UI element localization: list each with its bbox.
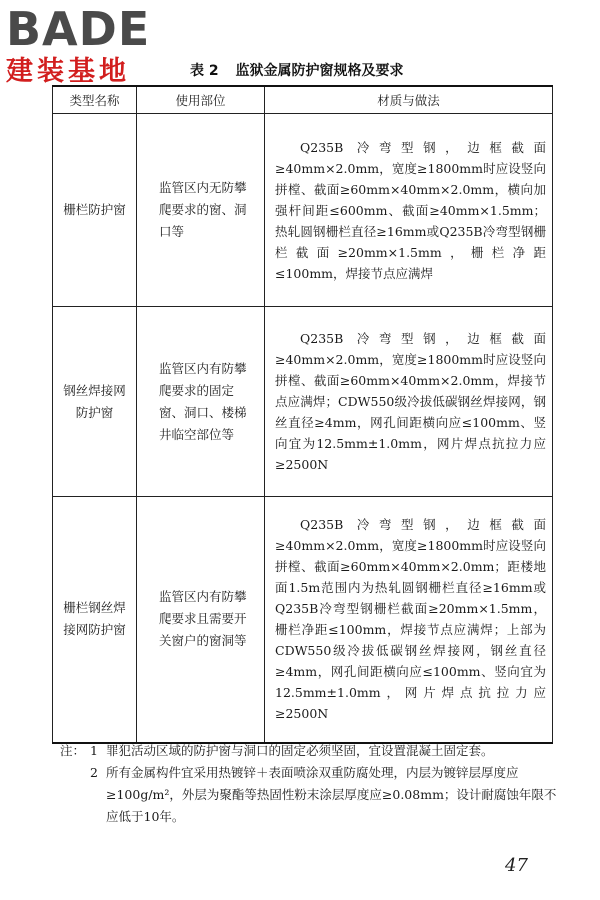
header-type: 类型名称 [53, 86, 137, 114]
table-notes [60, 740, 560, 828]
row-type: 钢丝焊接网防护窗 [53, 307, 137, 497]
logo-subtitle: 建装基地 [6, 56, 130, 87]
table-title: 监狱金属防护窗规格及要求 [235, 63, 404, 79]
header-location: 使用部位 [137, 86, 265, 114]
table-header-row [53, 86, 553, 114]
note-item [60, 762, 560, 828]
row-location: 监管区内有防攀爬要求且需要开关窗户的窗洞等 [137, 497, 265, 743]
note-text: 罪犯活动区域的防护窗与洞口的固定必须坚固，宜设置混凝土固定套。 [106, 743, 494, 758]
row-spec: Q235B 冷弯型钢，边框截面≥40mm×2.0mm，宽度≥1800mm时应设竖向拼樘、截面≥60mm×40mm×2.0mm；距楼地面1.5m范围内为热轧圆钢栅栏直径≥16mm或Q235B冷弯型钢栅栏截面≥20mm×1.5mm，栅栏净距≤100mm，焊接节点应满焊；上部为CDW550级冷拔低碳钢丝焊接网，钢丝直径≥4mm，网孔间距横向应≤100mm、竖向宜为12.5mm±1.0mm，网片焊点抗拉力应≥2500N [275, 517, 546, 722]
note-text: 所有金属构件宜采用热镀锌＋表面喷涂双重防腐处理，内层为镀锌层厚度应≥100g/m²，外层为聚酯等热固性粉末涂层厚度应≥0.08mm；设计耐腐蚀年限不应低于10年。 [106, 765, 557, 824]
spec-table [52, 85, 553, 744]
row-location: 监管区内有防攀爬要求的固定窗、洞口、楼梯井临空部位等 [137, 307, 265, 497]
notes-label: 注： [60, 743, 86, 758]
table-row [53, 307, 553, 497]
row-spec: Q235B 冷弯型钢，边框截面≥40mm×2.0mm，宽度≥1800mm时应设竖向拼樘、截面≥60mm×40mm×2.0mm，焊接节点应满焊；CDW550级冷拔低碳钢丝焊接网，钢丝直径≥4mm，网孔间距横向应≤100mm、竖向宜为12.5mm±1.0mm，网片焊点抗拉力应≥2500N [275, 331, 546, 472]
note-index: 1 [90, 743, 98, 758]
row-location: 监管区内无防攀爬要求的窗、洞口等 [137, 114, 265, 307]
row-spec: Q235B 冷弯型钢，边框截面≥40mm×2.0mm，宽度≥1800mm时应设竖向拼樘、截面≥60mm×40mm×2.0mm，横向加强杆间距≤600mm、截面≥40mm×1.5mm；热轧圆钢栅栏直径≥16mm或Q235B冷弯型钢栅栏截面≥20mm×1.5mm，栅栏净距≤100mm，焊接节点应满焊 [275, 139, 546, 281]
note-item [60, 740, 560, 762]
header-spec: 材质与做法 [265, 86, 553, 114]
note-index: 2 [90, 765, 98, 780]
table-row [53, 497, 553, 743]
row-type: 栅栏防护窗 [53, 114, 137, 307]
row-type: 栅栏钢丝焊接网防护窗 [53, 497, 137, 743]
table-caption [190, 60, 404, 80]
table-number: 表 2 [190, 63, 219, 79]
brand-logo [6, 4, 176, 88]
logo-wordmark: BADE [6, 2, 151, 56]
table-row [53, 114, 553, 307]
page-number: 47 [505, 855, 528, 876]
